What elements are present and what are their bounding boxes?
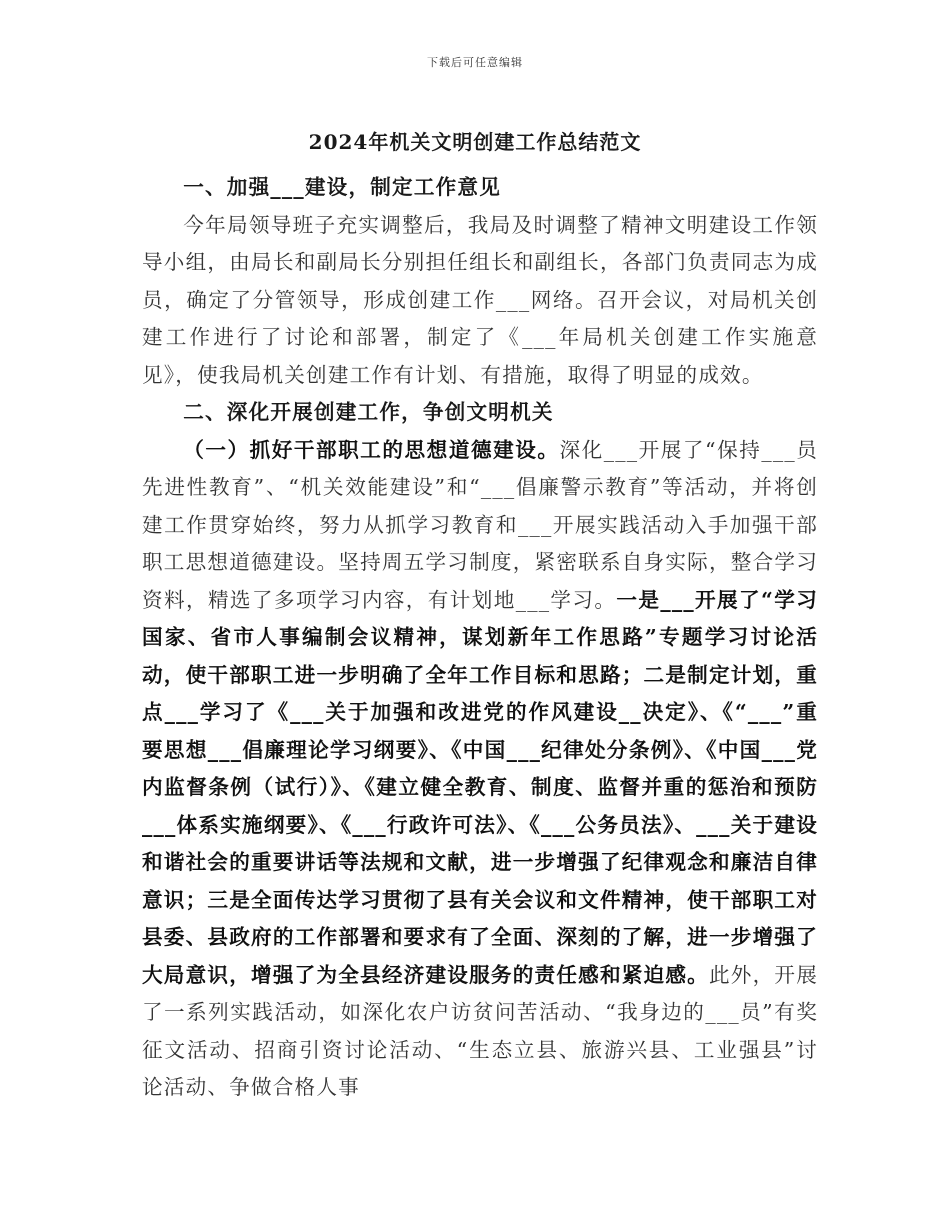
document-title: 2024年机关文明创建工作总结范文 bbox=[308, 130, 642, 154]
subsection-text-intro: 深化___开展了“保持___员先进性教育”、“机关效能建设”和“___倡廉警示教育”等活动，并将创建工作贯穿始终，努力从抓学习教育和___开展实践活动入手加强干部职工思想道德建设。坚持周五学习制度，紧密联系自身实际，整合学习资料，精选了多项学习内容，有计划地___学习。 bbox=[142, 437, 819, 612]
page-header-note: 下载后可任意编辑 bbox=[427, 56, 523, 69]
section-heading-1: 一、加强___建设，制定工作意见 bbox=[183, 175, 501, 199]
section-1-paragraph: 今年局领导班子充实调整后，我局及时调整了精神文明建设工作领导小组，由局长和副局长分别担任组长和副组长，各部门负责同志为成员，确定了分管领导，形成创建工作___网络。召开会议，对局机关创建工作进行了讨论和部署，制定了《___年局机关创建工作实施意见》，使我局机关创建工作有计划、有措施，取得了明显的成效。 bbox=[142, 212, 818, 387]
subsection-heading-1: （一）抓好干部职工的思想道德建设。 bbox=[183, 437, 560, 462]
document-body bbox=[142, 169, 818, 1107]
subsection-text-continued: 此外，开展了一系列实践活动，如深化农户访贫问苦活动、“我身边的___员”有奖征文活动、招商引资讨论活动、“生态立县、旅游兴县、工业强县”讨论活动、争做合格人事 bbox=[142, 962, 819, 1099]
subsection-text-bold: 一是___开展了“学习国家、省市人事编制会议精神，谋划新年工作思路”专题学习讨论活动，使干部职工进一步明确了全年工作目标和思路；二是制定计划，重点___学习了《___关于加强和改进党的作风建设__决定》、《“___”重要思想___倡廉理论学习纲要》、《中国___纪律处分条例》、《中国___党内监督条例（试行）》、《建立健全教育、制度、监督并重的惩治和预防___体系实施纲要》、《___行政许可法》、《___公务员法》、___关于建设和谐社会的重要讲话等法规和文献，进一步增强了纪律观念和廉洁自律意识；三是全面传达学习贯彻了县有关会议和文件精神，使干部职工对县委、县政府的工作部署和要求有了全面、深刻的了解，进一步增强了大局意识，增强了为全县经济建设服务的责任感和紧迫感。 bbox=[142, 587, 818, 987]
section-2-paragraph bbox=[142, 432, 818, 1107]
section-heading-2: 二、深化开展创建工作，争创文明机关 bbox=[183, 400, 554, 424]
